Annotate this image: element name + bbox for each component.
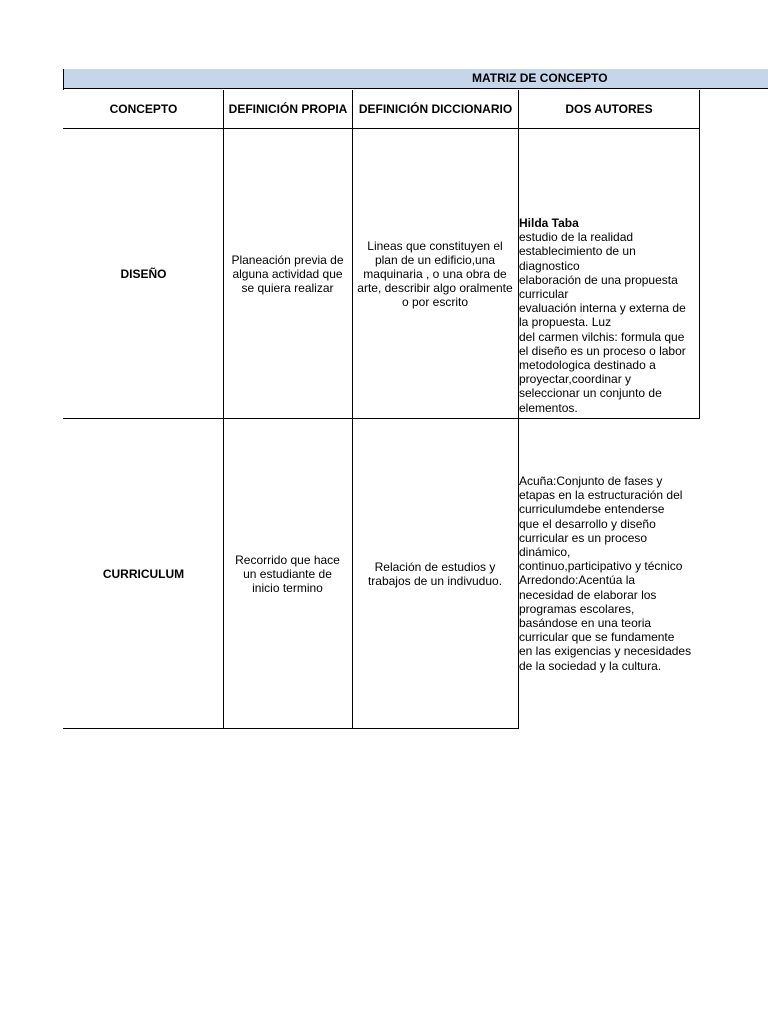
title-bar (63, 69, 768, 89)
row1-author-text: estudio de la realidad establecimiento de un diagnostico elaboración de una propuesta curricular evaluación interna y externa de la propuesta. Luz del carmen vilchis: formula que el diseño es un proceso o labor metodologica destinado a proyectar,coordinar y seleccionar un conjunto de elementos. (519, 230, 686, 415)
col-left-line (63, 69, 64, 90)
header-definicion-diccionario: DEFINICIÓN DICCIONARIO (358, 102, 513, 116)
row1-definicion-diccionario: Lineas que constituyen el plan de un edificio,una maquinaria , o una obra de arte, describir algo oralmente o por escrito (357, 238, 513, 309)
page-title: MATRIZ DE CONCEPTO (472, 71, 608, 85)
row2-dos-autores: Acuña:Conjunto de fases y etapas en la estructuración del curriculumdebe entenderse que el desarrollo y diseño curricular es un proceso dinámico, continuo,participativo y técnico Arredondo:Acentúa la necesidad de elaborar los programas escolares, basándose en una teoria curricular que se fundamente en las exigencias y necesidades de la sociedad y la cultura. (519, 474, 692, 673)
header-definicion-propia: DEFINICIÓN PROPIA (228, 102, 348, 116)
row2-definicion-diccionario: Relación de estudios y trabajos de un indivuduo. (367, 559, 503, 588)
col-2-line (352, 90, 353, 729)
row1-concepto: DISEÑO (120, 266, 167, 281)
header-concepto: CONCEPTO (109, 102, 178, 116)
header-dos-autores: DOS AUTORES (565, 102, 653, 116)
col-1-line (223, 90, 224, 729)
row2-bottom-line (63, 728, 518, 729)
row1-dos-autores (519, 216, 699, 415)
row1-definicion-propia: Planeación previa de alguna actividad que se quiera realizar (231, 252, 344, 295)
col-right-line (699, 90, 700, 419)
row1-author-name: Hilda Taba (519, 216, 579, 230)
row2-concepto: CURRICULUM (102, 566, 185, 581)
row2-definicion-propia: Recorrido que hace un estudiante de inicio termino (235, 552, 340, 595)
